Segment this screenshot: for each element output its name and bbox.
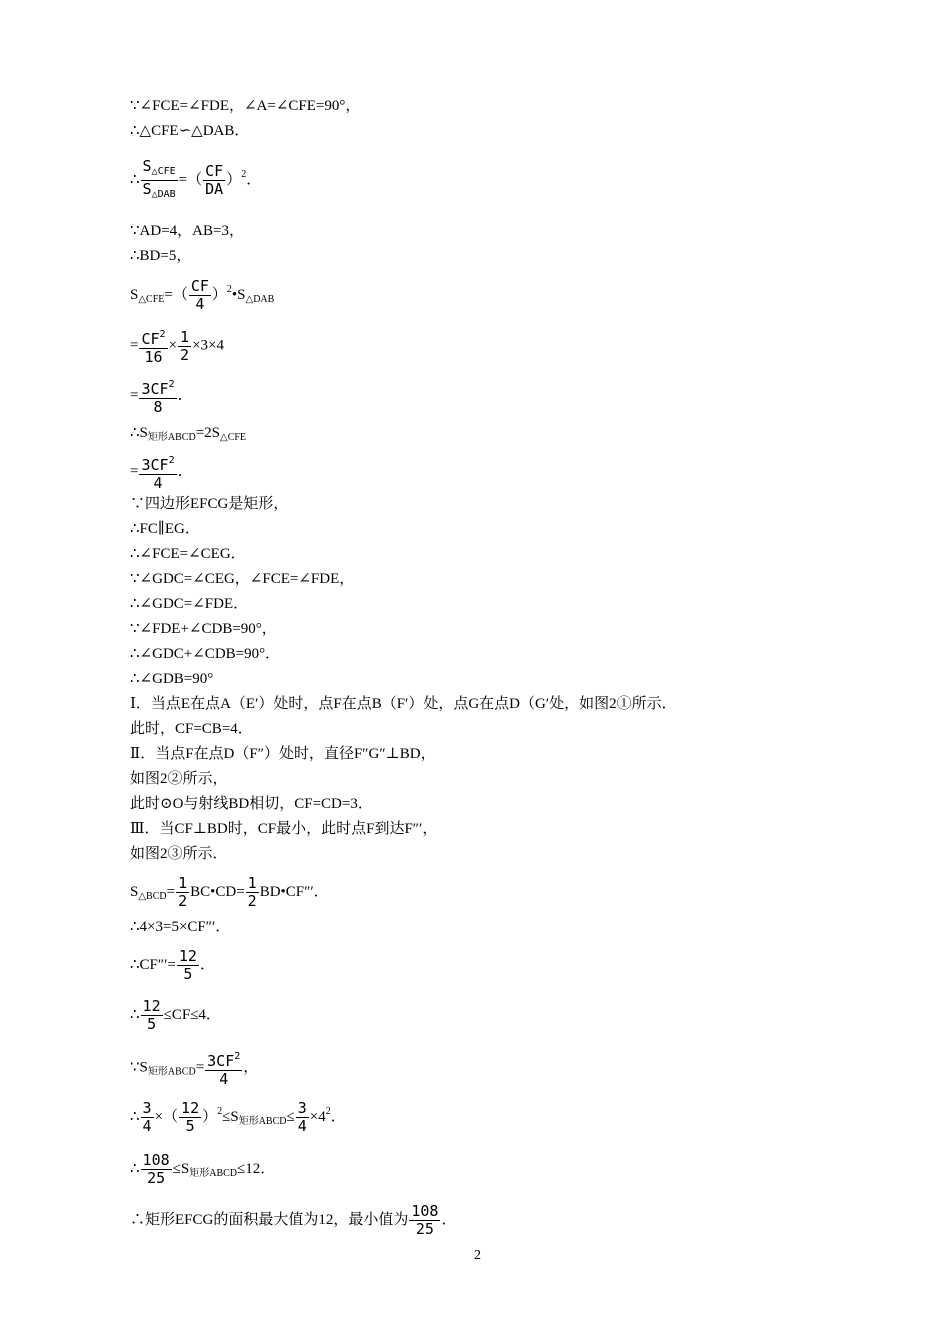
superscript: 2	[226, 283, 232, 295]
line-15: ∴∠GDC=∠FDE．	[130, 596, 249, 612]
subscript: 矩形ABCD	[238, 1115, 287, 1127]
text: ∵S	[130, 1059, 148, 1076]
text: ．	[246, 171, 262, 188]
denominator: 2	[178, 892, 188, 910]
superscript: 2	[159, 329, 166, 340]
fraction	[409, 1203, 440, 1238]
denominator: S	[142, 180, 152, 198]
numerator: 12	[181, 1099, 200, 1117]
line-11: ∵四边形EFCG是矩形，	[130, 496, 289, 512]
text: ．	[441, 1211, 457, 1228]
text: =（	[178, 171, 203, 188]
superscript: 2	[241, 168, 247, 180]
line-7	[130, 326, 224, 366]
text: ，	[243, 1059, 259, 1076]
text: =	[130, 463, 139, 480]
denominator: 4	[297, 1117, 307, 1135]
superscript: 2	[168, 455, 175, 466]
text: =	[130, 337, 139, 354]
line-29	[130, 998, 221, 1033]
numerator: 3CF	[141, 380, 169, 398]
text: ×（	[154, 1108, 179, 1125]
numerator: S	[142, 157, 152, 175]
denominator: 25	[415, 1220, 434, 1238]
text: ∴矩形EFCG的面积最大值为12，最小值为	[130, 1211, 409, 1228]
denominator: 4	[195, 295, 205, 313]
line-14: ∵∠GDC=∠CEG，∠FCE=∠FDE，	[130, 571, 355, 587]
superscript: 2	[234, 1051, 241, 1062]
numerator: 1	[178, 874, 188, 892]
text: ×3×4	[192, 337, 224, 354]
text: ∴	[130, 1006, 140, 1023]
text: ∴	[130, 1160, 140, 1177]
fraction	[141, 158, 178, 203]
subscript: 矩形ABCD	[189, 1167, 238, 1179]
line-27: ∴4×3=5×CF″′．	[130, 919, 231, 935]
numerator: 108	[142, 1151, 170, 1169]
denominator: DA	[205, 180, 224, 198]
text: S	[130, 286, 139, 303]
denominator: 8	[153, 398, 163, 416]
text: ≤	[286, 1108, 295, 1125]
text: ×	[168, 337, 178, 354]
text: ）	[211, 286, 227, 303]
subscript: △CFE	[138, 293, 165, 305]
text: =（	[164, 286, 188, 303]
numerator: 3CF	[141, 456, 169, 474]
line-25: 如图2③所示．	[130, 846, 228, 862]
line-28	[130, 948, 215, 983]
denominator: 4	[153, 474, 163, 492]
numerator: CF	[141, 330, 160, 348]
numerator: CF	[205, 162, 224, 180]
fraction	[189, 278, 211, 313]
text: BD•CF″′．	[259, 883, 329, 900]
line-26	[130, 875, 329, 910]
denominator: 4	[142, 1117, 152, 1135]
text: =	[166, 883, 176, 900]
fraction	[205, 1048, 242, 1088]
subscript: △DAB	[151, 189, 176, 200]
fraction	[246, 875, 259, 910]
text: ．	[177, 463, 193, 480]
line-32	[130, 1152, 275, 1187]
denominator: 2	[180, 345, 190, 364]
line-22: 如图2②所示，	[130, 771, 228, 787]
text: ≤S	[222, 1108, 239, 1125]
denominator: 25	[147, 1169, 166, 1187]
line-31	[130, 1100, 346, 1135]
text: ∴	[130, 1108, 140, 1125]
line-6-area-cfe	[130, 278, 274, 313]
text: ≤CF≤4．	[163, 1006, 221, 1023]
denominator: 2	[247, 892, 257, 910]
text: ≤12．	[237, 1160, 276, 1177]
superscript: 2	[325, 1105, 331, 1117]
line-24: Ⅲ．当CF⊥BD时，CF最小，此时点F到达F″′，	[130, 821, 438, 837]
line-5: ∴BD=5，	[130, 248, 192, 264]
line-4: ∵AD=4，AB=3，	[130, 223, 244, 239]
line-12: ∴FC∥EG．	[130, 521, 200, 537]
numerator: 3	[142, 1099, 152, 1117]
text: BC•CD=	[190, 883, 245, 900]
line-17: ∴∠GDC+∠CDB=90°．	[130, 646, 281, 662]
superscript: 2	[168, 379, 175, 390]
subscript: 矩形ABCD	[147, 432, 196, 443]
subscript: △DAB	[245, 293, 275, 305]
text: ∴	[130, 171, 140, 188]
superscript: 2	[217, 1105, 223, 1117]
fraction	[179, 1100, 201, 1135]
numerator: 3CF	[207, 1052, 235, 1070]
line-3-fraction-ratio	[130, 158, 261, 203]
denominator: 4	[219, 1070, 229, 1088]
fraction	[141, 998, 163, 1033]
text: =2S	[195, 425, 220, 441]
line-30	[130, 1048, 258, 1088]
text: •S	[231, 286, 246, 303]
text: ．	[177, 387, 193, 404]
text: ）	[226, 171, 242, 188]
text: ．	[199, 956, 215, 973]
line-1: ∵∠FCE=∠FDE，∠A=∠CFE=90°，	[130, 98, 361, 114]
text: ≤S	[172, 1160, 190, 1177]
fraction	[177, 948, 199, 983]
line-8	[130, 376, 193, 416]
subscript: △BCD	[138, 890, 167, 902]
numerator: 12	[142, 997, 161, 1015]
fraction	[176, 875, 189, 910]
text: ∴CF″′=	[130, 956, 176, 973]
fraction	[203, 163, 225, 198]
page-number: 2	[474, 1248, 481, 1263]
fraction	[296, 1100, 309, 1135]
fraction	[141, 1100, 154, 1135]
text: ）	[202, 1108, 218, 1125]
line-13: ∴∠FCE=∠CEG．	[130, 546, 246, 562]
subscript: 矩形ABCD	[147, 1066, 196, 1078]
numerator: CF	[190, 277, 209, 295]
line-19: Ⅰ．当点E在点A（E′）处时，点F在点B（F′）处，点G在点D（G′处，如图2①所示．	[130, 696, 677, 712]
line-10	[130, 452, 193, 492]
line-20: 此时，CF=CB=4．	[130, 721, 253, 737]
fraction	[141, 1152, 172, 1187]
numerator: 3	[297, 1099, 307, 1117]
numerator: 1	[180, 327, 190, 346]
subscript: △CFE	[151, 166, 176, 177]
line-18: ∴∠GDB=90°	[130, 671, 214, 687]
text: =	[195, 1059, 205, 1076]
text: ．	[330, 1108, 346, 1125]
numerator: 108	[411, 1202, 439, 1220]
line-2: ∴△CFE∽△DAB．	[130, 123, 250, 139]
line-21: Ⅱ．当点F在点D（F″）处时，直径F″G″⊥BD，	[130, 746, 436, 762]
denominator: 5	[185, 1117, 195, 1135]
text: S	[130, 883, 139, 900]
fraction	[139, 376, 176, 416]
denominator: 16	[144, 348, 163, 366]
fraction	[139, 452, 176, 492]
numerator: 12	[178, 947, 197, 965]
fraction	[178, 329, 191, 364]
text: =	[130, 387, 139, 404]
text: ×4	[309, 1108, 326, 1125]
denominator: 5	[147, 1015, 157, 1033]
line-16: ∵∠FDE+∠CDB=90°，	[130, 621, 277, 637]
text: ∴S	[130, 425, 148, 441]
numerator: 1	[247, 874, 257, 892]
denominator: 5	[183, 965, 193, 983]
line-23: 此时⊙O与射线BD相切，CF=CD=3．	[130, 796, 373, 812]
fraction	[139, 326, 167, 366]
subscript: △CFE	[220, 432, 247, 443]
line-33	[130, 1203, 456, 1238]
line-9	[130, 424, 246, 447]
